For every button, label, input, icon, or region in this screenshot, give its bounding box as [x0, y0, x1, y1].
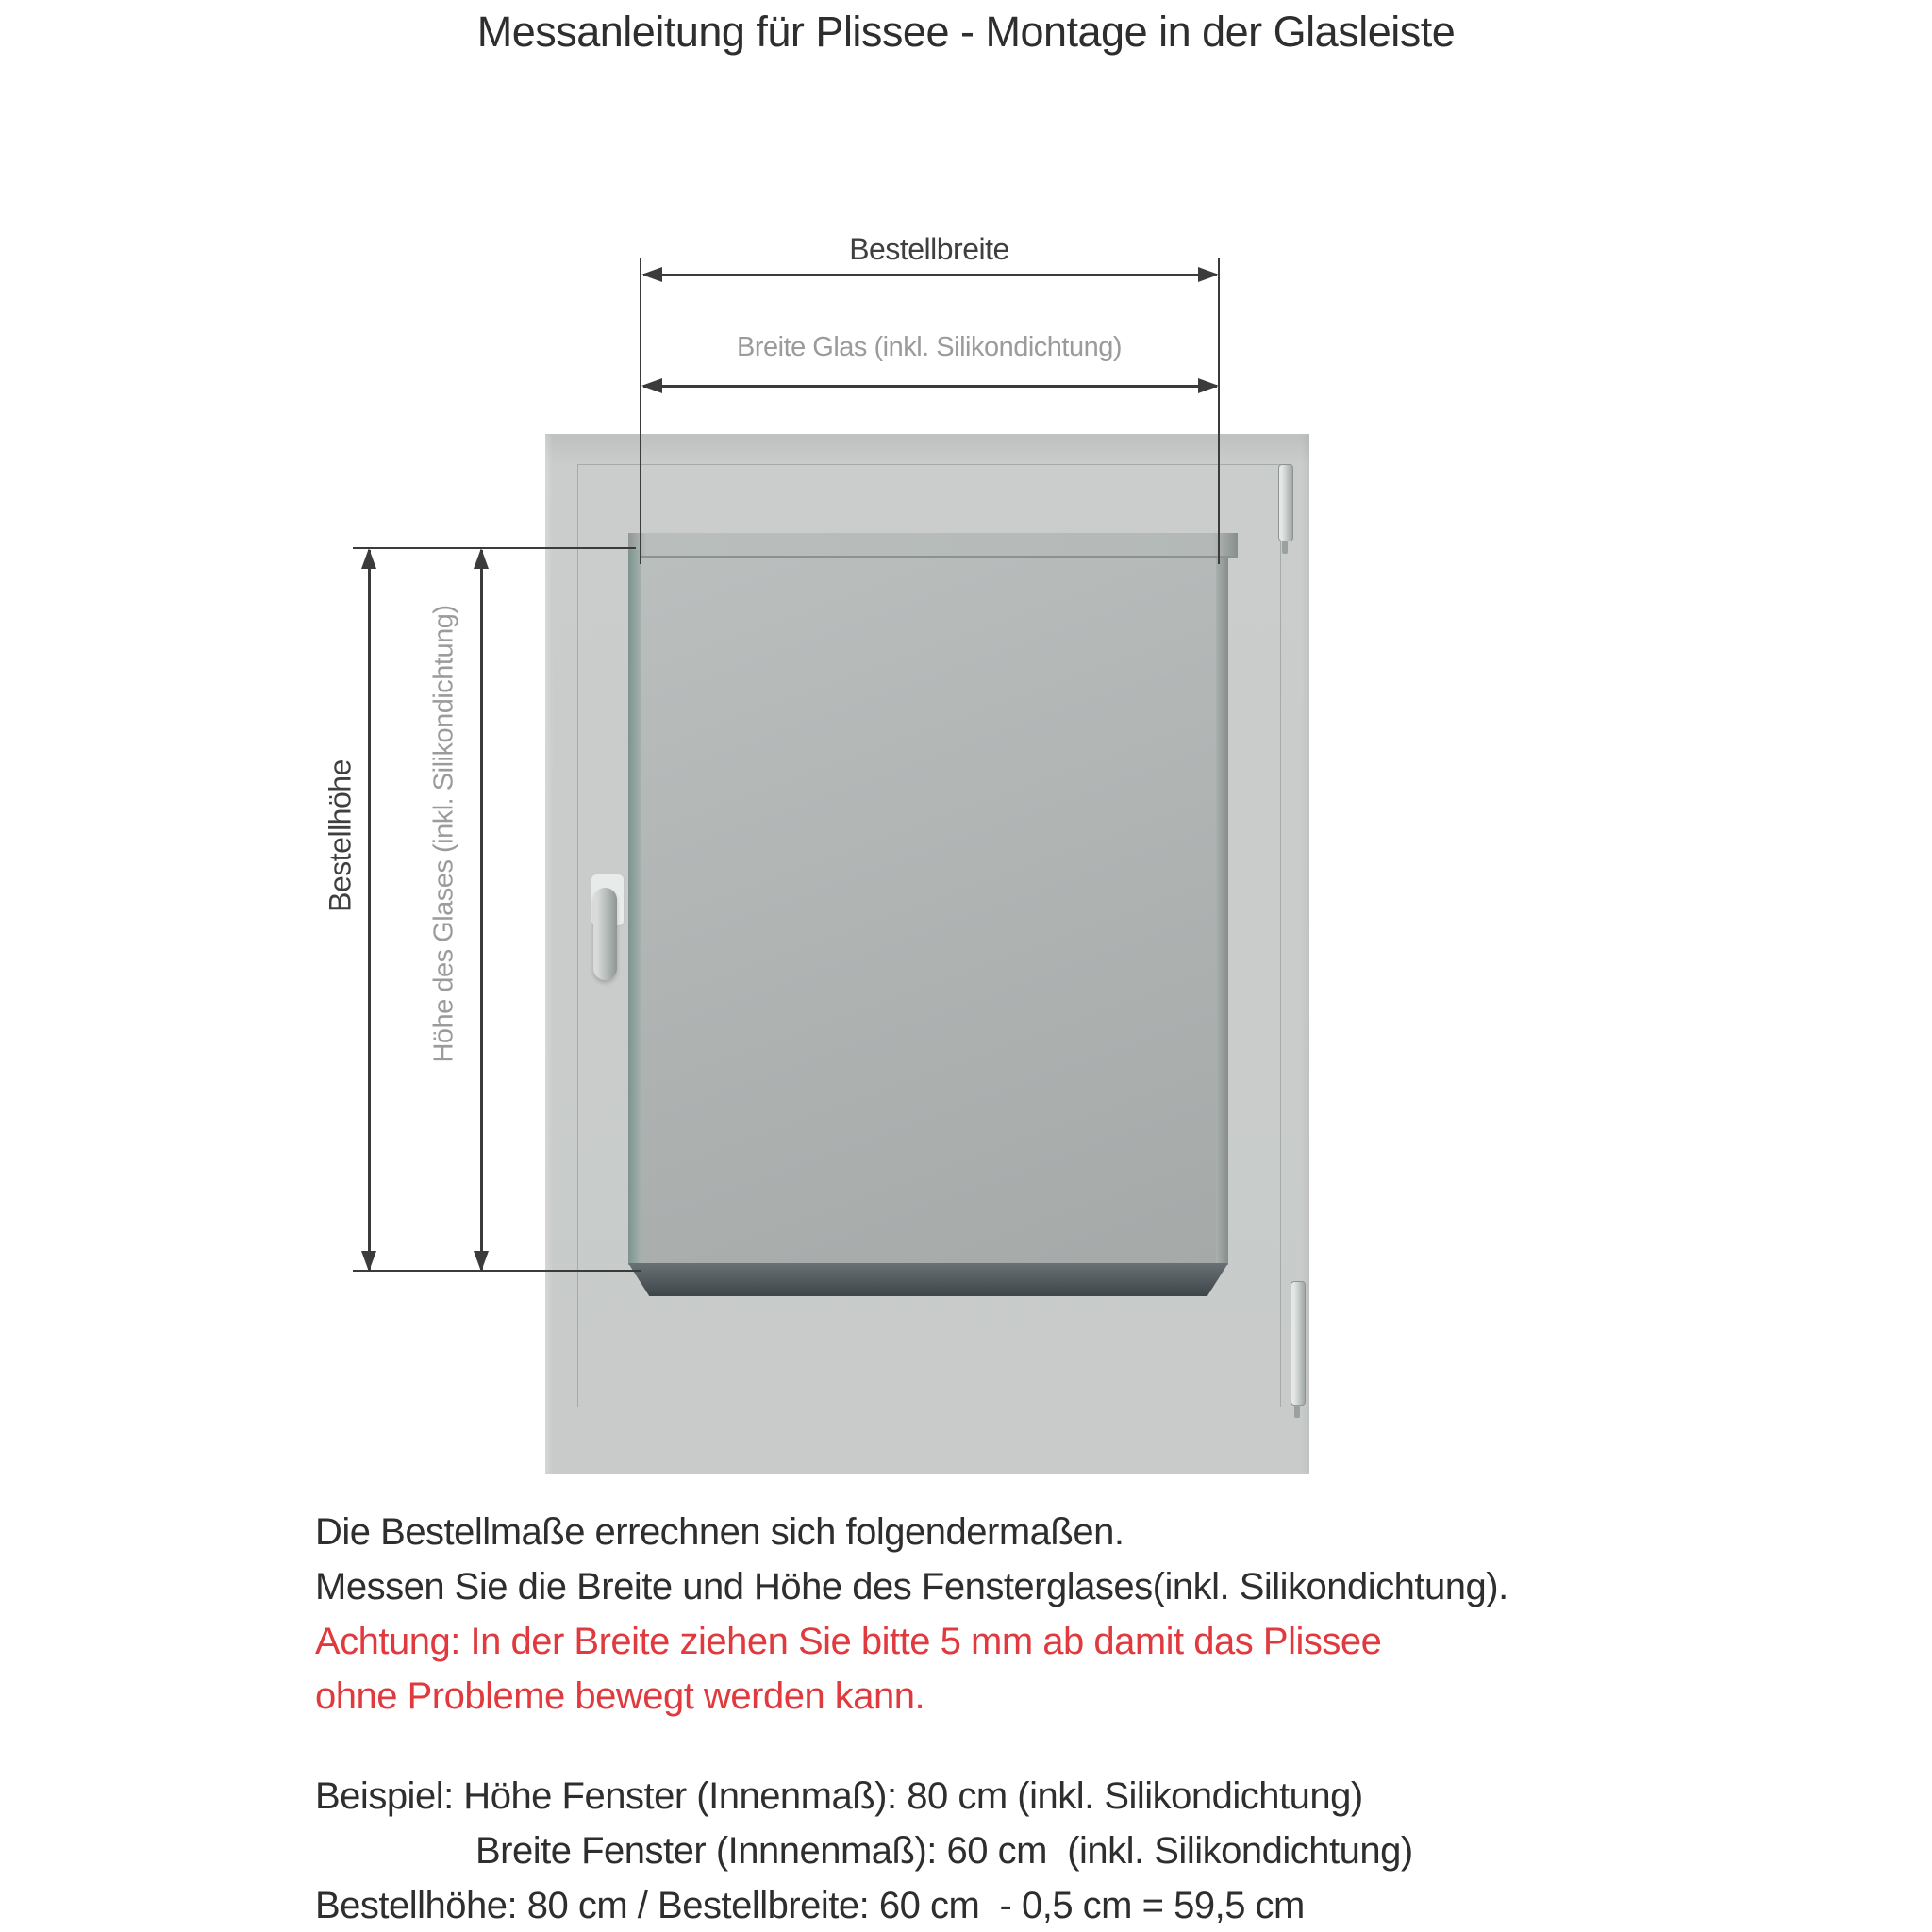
example-line-3: Bestellhöhe: 80 cm / Bestellbreite: 60 cm - 0,5 cm = 59,5 cm [315, 1885, 1305, 1926]
window-glass [641, 558, 1216, 1265]
arrowhead-right-icon [1198, 378, 1219, 393]
glass-seal-left [628, 550, 641, 1265]
warning-line-2: ohne Probleme bewegt werden kann. [315, 1675, 925, 1717]
example-line-2: Breite Fenster (Innnenmaß): 60 cm (inkl. Silikondichtung) [475, 1830, 1413, 1872]
arrowhead-up-icon [361, 548, 376, 569]
glass-seal-right [1216, 558, 1228, 1265]
arrowhead-right-icon [1198, 267, 1219, 282]
extension-line-right-vertical [1218, 258, 1220, 564]
glazing-bead [628, 533, 1238, 558]
hinge-bottom-pin [1294, 1405, 1300, 1418]
instruction-line-2: Messen Sie die Breite und Höhe des Fensterglases(inkl. Silikondichtung). [315, 1566, 1508, 1607]
order-width-label: Bestellbreite [849, 232, 1009, 266]
glass-bottom-bevel [628, 1263, 1228, 1296]
arrowhead-down-icon [474, 1251, 489, 1272]
window-handle-icon [593, 888, 617, 980]
extension-line-bottom-horizontal [353, 1270, 641, 1272]
arrowhead-left-icon [641, 378, 662, 393]
order-width-dimension-arrow [643, 274, 1217, 276]
order-height-dimension-arrow [368, 550, 371, 1270]
page-title: Messanleitung für Plissee - Montage in der Glasleiste [476, 8, 1456, 56]
glass-width-dimension-arrow [643, 385, 1217, 388]
warning-line-1: Achtung: In der Breite ziehen Sie bitte 5 mm ab damit das Plissee [315, 1621, 1382, 1662]
glass-height-label: Höhe des Glases (inkl. Silikondichtung) [428, 605, 459, 1063]
glass-height-dimension-arrow [480, 550, 483, 1270]
example-line-1: Beispiel: Höhe Fenster (Innenmaß): 80 cm (inkl. Silikondichtung) [315, 1775, 1363, 1817]
arrowhead-down-icon [361, 1251, 376, 1272]
glass-width-label: Breite Glas (inkl. Silikondichtung) [736, 332, 1123, 362]
hinge-top-icon [1278, 464, 1293, 541]
arrowhead-up-icon [474, 548, 489, 569]
extension-line-left-vertical [640, 258, 641, 564]
order-height-label: Bestellhöhe [323, 759, 358, 912]
extension-line-top-horizontal [353, 547, 636, 549]
hinge-top-pin [1282, 541, 1288, 554]
hinge-bottom-icon [1291, 1281, 1306, 1406]
arrowhead-left-icon [641, 267, 662, 282]
instruction-line-1: Die Bestellmaße errechnen sich folgendermaßen. [315, 1511, 1124, 1553]
